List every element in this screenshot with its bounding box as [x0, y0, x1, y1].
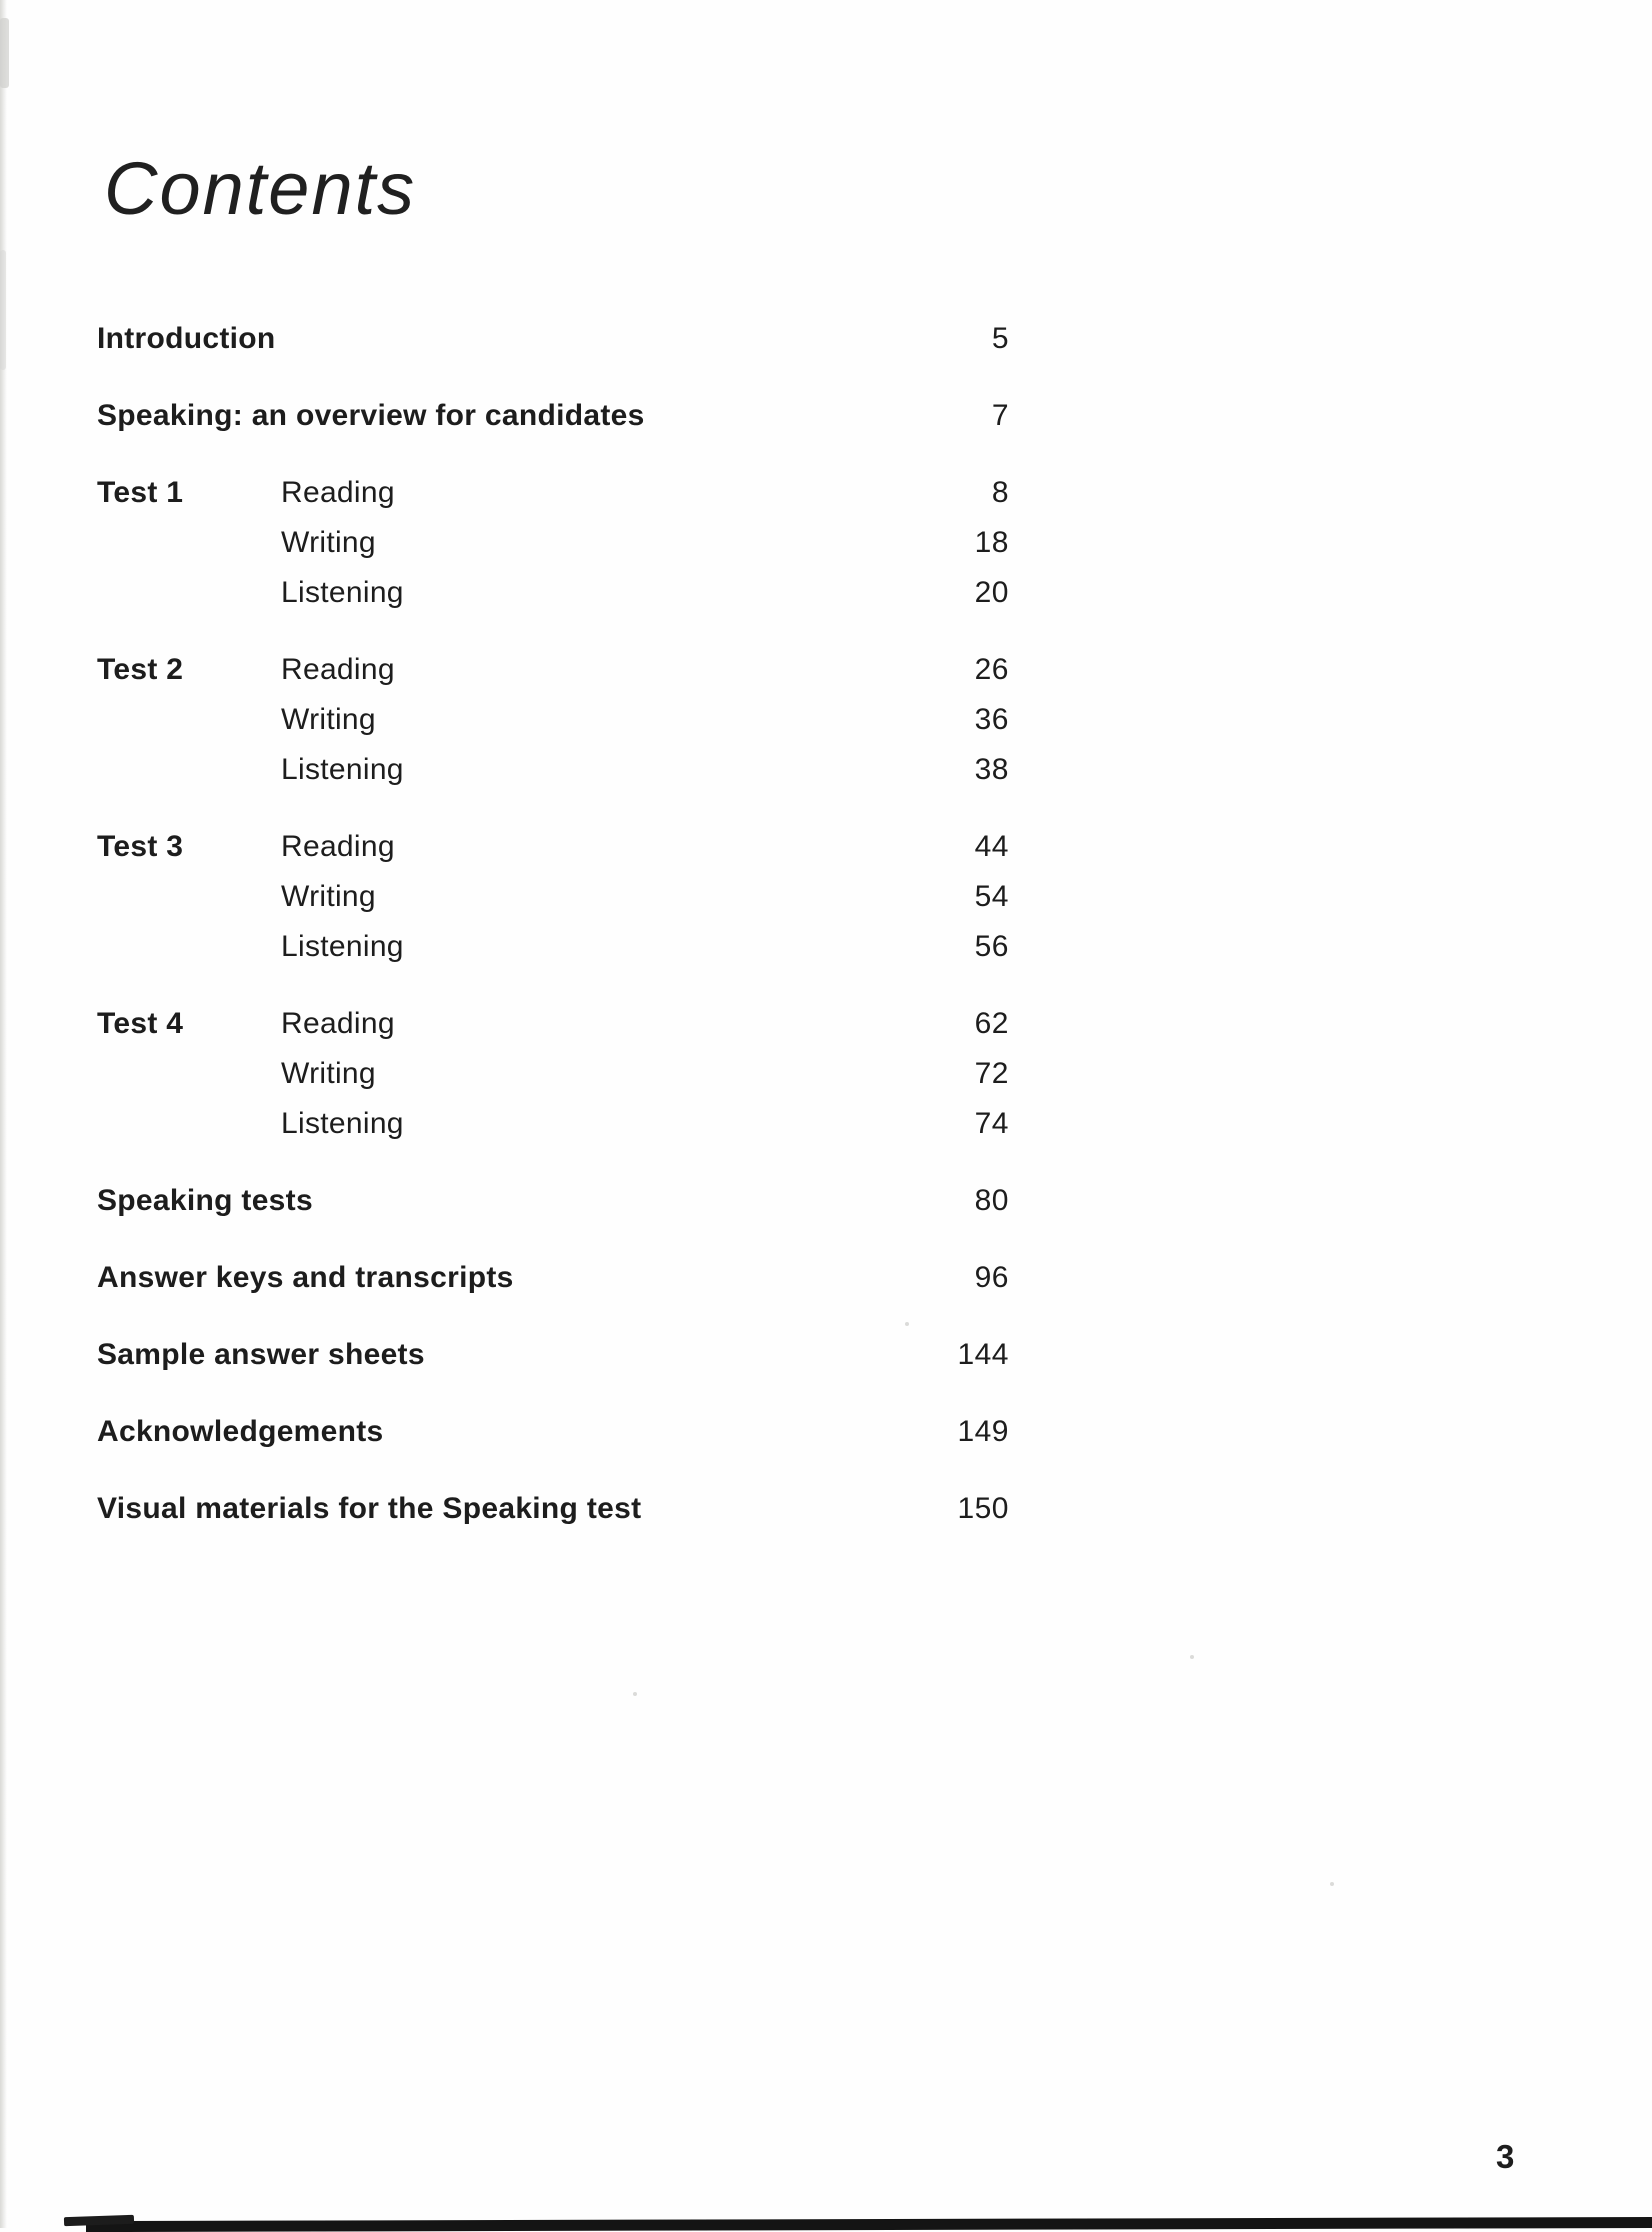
toc-entry — [97, 314, 1009, 364]
scan-artifact — [0, 18, 9, 88]
scan-dust-speck — [1330, 1882, 1334, 1886]
toc-group-rows — [281, 822, 1009, 972]
toc-entry-label: Listening — [281, 930, 404, 963]
toc-entry-page: 62 — [974, 1007, 1009, 1040]
toc-entry — [281, 518, 1009, 568]
toc-entry-page: 56 — [974, 930, 1009, 963]
toc-group-test-2 — [97, 645, 1009, 795]
toc-entry — [281, 695, 1009, 745]
toc-entry-page: 7 — [991, 399, 1009, 432]
toc-entry — [281, 822, 1009, 872]
toc-entry-label: Writing — [281, 526, 376, 559]
toc-entry — [97, 1176, 1009, 1226]
toc-entry-page: 80 — [974, 1184, 1009, 1217]
toc-group-rows — [281, 999, 1009, 1149]
toc-entry-label: Listening — [281, 1107, 404, 1140]
toc-entry-label: Answer keys and transcripts — [97, 1261, 514, 1294]
toc-entry-label: Reading — [281, 476, 395, 509]
toc-entry — [281, 1099, 1009, 1149]
toc-entry-page: 149 — [957, 1415, 1009, 1448]
toc-entry-page: 96 — [974, 1261, 1009, 1294]
scan-artifact-bottom-edge — [86, 2217, 1652, 2232]
toc-entry-page: 72 — [974, 1057, 1009, 1090]
toc-group-label: Test 1 — [97, 476, 184, 509]
toc-entry-label: Listening — [281, 753, 404, 786]
toc-entry-label: Acknowledgements — [97, 1415, 384, 1448]
toc-entry — [281, 568, 1009, 618]
scan-dust-speck — [905, 1322, 909, 1326]
toc-entry-label: Listening — [281, 576, 404, 609]
toc-entry-page: 38 — [974, 753, 1009, 786]
toc-entry-label: Reading — [281, 653, 395, 686]
toc-group-test-1 — [97, 468, 1009, 618]
toc-group-rows — [281, 468, 1009, 618]
toc-group-rows — [281, 645, 1009, 795]
toc-entry-page: 54 — [974, 880, 1009, 913]
toc-entry-label: Reading — [281, 1007, 395, 1040]
toc-entry-label: Writing — [281, 703, 376, 736]
toc-entry — [281, 745, 1009, 795]
toc-entry-label: Speaking tests — [97, 1184, 313, 1217]
toc-entry-page: 150 — [957, 1492, 1009, 1525]
toc-entry-label: Introduction — [97, 322, 276, 355]
toc-entry-label: Reading — [281, 830, 395, 863]
toc-group-label: Test 3 — [97, 830, 184, 863]
scan-dust-speck — [1190, 1655, 1194, 1659]
scan-dust-speck — [633, 1692, 637, 1696]
toc-entry — [97, 1253, 1009, 1303]
toc-entry-page: 44 — [974, 830, 1009, 863]
toc-group-label: Test 4 — [97, 1007, 184, 1040]
table-of-contents — [97, 314, 1009, 1561]
toc-entry — [281, 872, 1009, 922]
toc-entry — [281, 645, 1009, 695]
toc-entry — [97, 1484, 1009, 1534]
toc-entry-label: Writing — [281, 880, 376, 913]
toc-entry — [97, 1407, 1009, 1457]
toc-group-label: Test 2 — [97, 653, 184, 686]
toc-entry — [281, 922, 1009, 972]
toc-entry-page: 74 — [974, 1107, 1009, 1140]
page-title: Contents — [104, 147, 417, 230]
toc-entry — [281, 999, 1009, 1049]
toc-entry-label: Visual materials for the Speaking test — [97, 1492, 642, 1525]
toc-entry-page: 18 — [974, 526, 1009, 559]
footer-page-number: 3 — [1496, 2138, 1515, 2175]
toc-entry-page: 20 — [974, 576, 1009, 609]
toc-entry — [281, 1049, 1009, 1099]
toc-entry-page: 36 — [974, 703, 1009, 736]
toc-entry-page: 5 — [991, 322, 1009, 355]
toc-entry-page: 26 — [974, 653, 1009, 686]
toc-entry-label: Writing — [281, 1057, 376, 1090]
toc-entry — [281, 468, 1009, 518]
toc-entry — [97, 1330, 1009, 1380]
scan-artifact — [0, 250, 6, 370]
toc-group-test-4 — [97, 999, 1009, 1149]
toc-entry-label: Sample answer sheets — [97, 1338, 425, 1371]
toc-entry-page: 144 — [957, 1338, 1009, 1371]
toc-entry — [97, 391, 1009, 441]
toc-entry-label: Speaking: an overview for candidates — [97, 399, 645, 432]
toc-entry-page: 8 — [991, 476, 1009, 509]
toc-group-test-3 — [97, 822, 1009, 972]
